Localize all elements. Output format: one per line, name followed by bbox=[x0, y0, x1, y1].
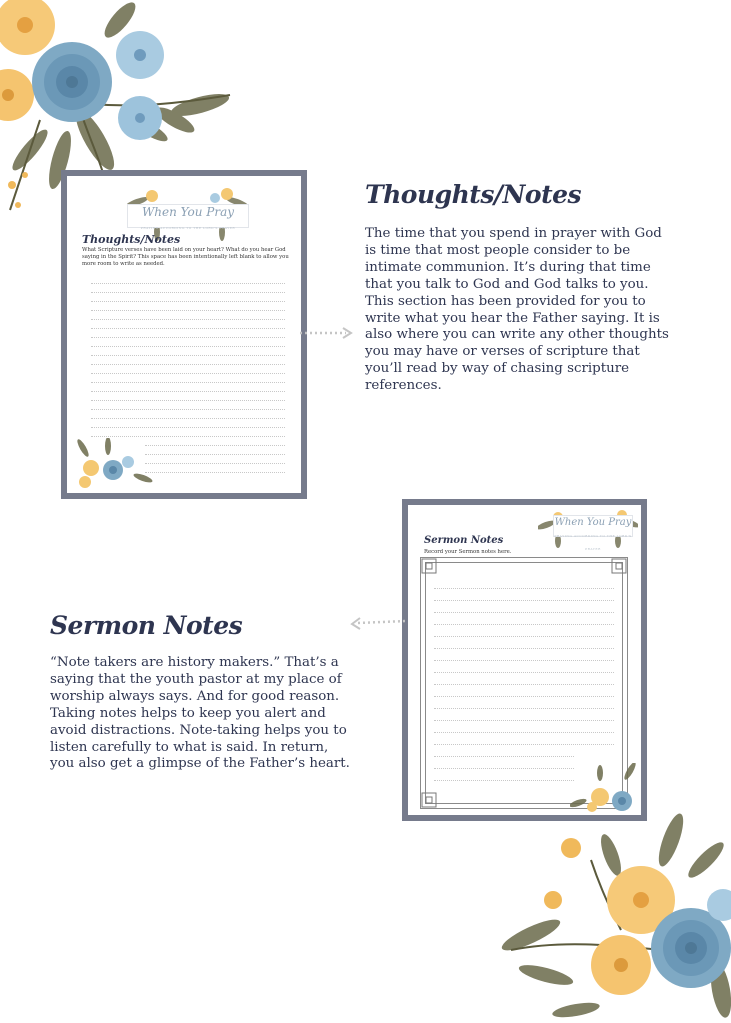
banner-title: When You Pray bbox=[141, 205, 235, 219]
sermon-notes-heading: Sermon Notes bbox=[50, 611, 243, 640]
thumb-title: Sermon Notes bbox=[424, 535, 504, 546]
thumb-title: Thoughts/Notes bbox=[82, 233, 181, 246]
banner-subtitle: PRAYING ACCORDING TO THE LORD'S PRAYER bbox=[554, 534, 632, 551]
banner-subtitle: PRAYING ACCORDING TO THE LORD'S PRAYER bbox=[140, 226, 236, 230]
sermon-notes-page-preview bbox=[402, 499, 647, 821]
thumb-instructions: What Scripture verses have been laid on your heart? What do you hear God saying in the Spirit? This space has been intentionally left blank to allow you more room to write as needed. bbox=[82, 247, 289, 268]
flower-decoration bbox=[73, 438, 153, 493]
thoughts-notes-page-preview bbox=[61, 170, 307, 499]
thumb-instructions: Record your Sermon notes here. bbox=[424, 549, 512, 555]
thoughts-notes-heading: Thoughts/Notes bbox=[365, 180, 582, 209]
sermon-notes-paragraph: “Note takers are history makers.” That’s a saying that the youth pastor at my place of worship always says. And for good reason. Taking notes helps to keep you alert and avoid distractions. Note-taking helps you to listen carefully to what is said. In return, you also get a glimpse of the Father’s heart. bbox=[50, 655, 350, 772]
banner-title: When You Pray bbox=[554, 517, 632, 528]
corner-ornament bbox=[420, 789, 440, 809]
corner-ornament bbox=[608, 557, 628, 577]
arrow-right-icon bbox=[300, 326, 356, 340]
floral-decoration-bottom-right bbox=[491, 800, 731, 1023]
arrow-left-icon bbox=[350, 616, 406, 630]
thoughts-notes-paragraph: The time that you spend in prayer with God is time that most people consider to be intimate communion. It’s during that time that you talk to God and God talks to you. This section has been provided for you to write what you hear the Father saying. It is also where you can write any other thoughts you may have or verses of scripture that you’ll read by way of chasing scripture references. bbox=[365, 226, 669, 394]
corner-ornament bbox=[420, 557, 440, 577]
